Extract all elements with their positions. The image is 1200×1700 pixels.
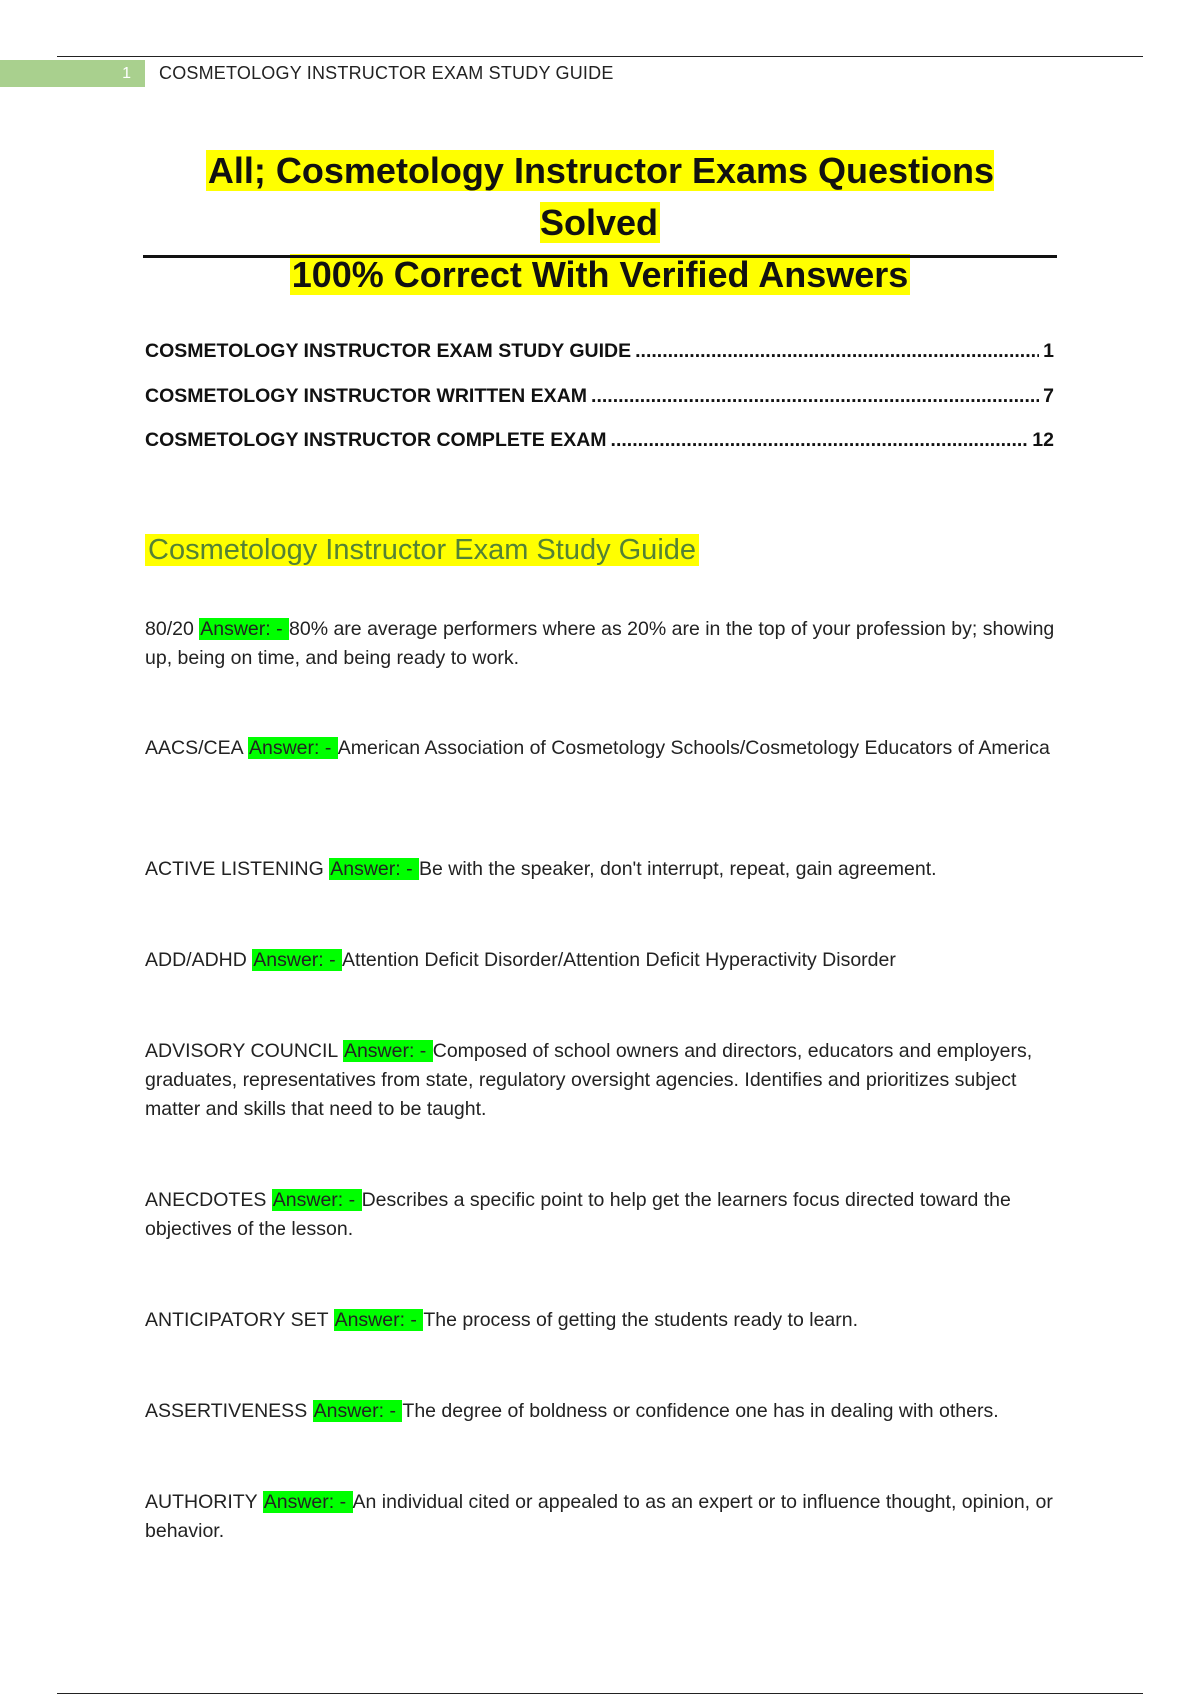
entry-term: ACTIVE LISTENING <box>145 858 324 880</box>
title-rule <box>143 255 1057 258</box>
answer-highlight: Answer: - <box>313 1400 402 1422</box>
glossary-entry <box>145 855 1060 884</box>
toc-leader-dots <box>611 429 1029 452</box>
answer-highlight: Answer: - <box>263 1491 352 1513</box>
page-number-tab: 1 <box>0 60 145 87</box>
answer-highlight: Answer: - <box>334 1309 423 1331</box>
entry-definition: Be with the speaker, don't interrupt, repeat, gain agreement. <box>419 858 937 880</box>
running-head: COSMETOLOGY INSTRUCTOR EXAM STUDY GUIDE <box>159 63 614 83</box>
toc-entry-label: COSMETOLOGY INSTRUCTOR COMPLETE EXAM <box>145 429 607 451</box>
answer-highlight: Answer: - <box>272 1189 361 1211</box>
toc-entry[interactable] <box>145 385 1054 430</box>
answer-highlight: Answer: - <box>248 737 337 759</box>
toc-entry-label: COSMETOLOGY INSTRUCTOR EXAM STUDY GUIDE <box>145 340 632 362</box>
entry-definition: American Association of Cosmetology Schools/Cosmetology Educators of America <box>337 737 1050 759</box>
toc-entry-page: 12 <box>1032 429 1054 451</box>
toc-entry-page: 7 <box>1043 384 1054 407</box>
toc-entry-page: 1 <box>1043 340 1054 362</box>
entry-term: ADD/ADHD <box>145 949 247 971</box>
entry-term: ANTICIPATORY SET <box>145 1309 329 1331</box>
answer-highlight: Answer: - <box>343 1040 432 1062</box>
entry-term: 80/20 <box>145 618 194 640</box>
entry-definition: 80% are average performers where as 20% are in the top of your profession by; showing up, being on time, and being ready to work. <box>145 618 1055 669</box>
entry-term: ANECDOTES <box>145 1189 267 1211</box>
entry-term: AUTHORITY <box>145 1491 258 1513</box>
entry-term: AACS/CEA <box>145 737 243 759</box>
entry-definition: Describes a specific point to help get the learners focus directed toward the objectives of the lesson. <box>145 1189 1011 1240</box>
entry-term: ADVISORY COUNCIL <box>145 1040 338 1062</box>
entry-definition: Attention Deficit Disorder/Attention Deficit Hyperactivity Disorder <box>342 949 896 971</box>
footer-rule <box>57 1693 1143 1694</box>
title-line-1: All; Cosmetology Instructor Exams Questions Solved <box>207 150 995 243</box>
answer-highlight: Answer: - <box>330 858 418 880</box>
entry-definition: An individual cited or appealed to as an expert or to influence thought, opinion, or behavior. <box>145 1491 1053 1542</box>
answer-highlight: Answer: - <box>253 949 342 971</box>
toc-leader-dots <box>591 385 1039 408</box>
glossary-entry <box>145 1306 1060 1335</box>
glossary-entry <box>145 615 1060 673</box>
title-line-2: 100% Correct With Verified Answers <box>291 254 909 295</box>
answer-highlight: Answer: - <box>200 618 289 640</box>
document-title <box>143 145 1057 301</box>
entry-definition: The degree of boldness or confidence one has in dealing with others. <box>402 1400 999 1422</box>
glossary-entry <box>145 1186 1060 1244</box>
section-heading <box>145 530 699 570</box>
toc-leader-dots <box>635 340 1039 363</box>
glossary-entry <box>145 1037 1060 1124</box>
glossary-entry <box>145 1397 1060 1426</box>
header-rule <box>57 56 1143 57</box>
toc-entry[interactable] <box>145 340 1054 385</box>
toc-entry[interactable] <box>145 429 1054 474</box>
toc-entry-label: COSMETOLOGY INSTRUCTOR WRITTEN EXAM <box>145 384 588 407</box>
entry-term: ASSERTIVENESS <box>145 1400 308 1422</box>
table-of-contents <box>145 340 1054 474</box>
entry-definition: The process of getting the students ready to learn. <box>423 1309 859 1331</box>
glossary-entry <box>145 1488 1060 1546</box>
section-heading-text: Cosmetology Instructor Exam Study Guide <box>145 534 699 566</box>
glossary-entry <box>145 734 1060 763</box>
glossary-entry <box>145 946 1060 975</box>
entry-definition: Composed of school owners and directors, educators and employers, graduates, representatives from state, regulatory oversight agencies. Identifies and prioritizes subject matter and skills that need to be taught. <box>145 1040 1033 1120</box>
